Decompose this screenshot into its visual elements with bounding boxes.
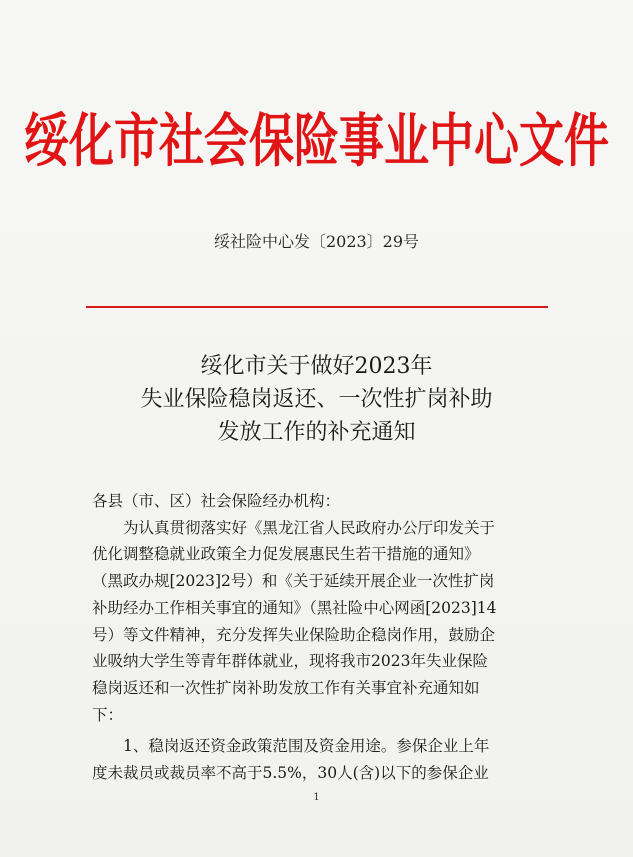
document-body [92, 488, 544, 787]
body-line: 1、稳岗返还资金政策范围及资金用途。参保企业上年 [92, 737, 490, 756]
notice-title-line-2: 失业保险稳岗返还、一次性扩岗补助 [140, 387, 493, 412]
notice-title [0, 350, 633, 449]
page-number: 1 [313, 792, 320, 803]
body-line: 业吸纳大学生等青年群体就业，现将我市2023年失业保险 [92, 652, 488, 671]
body-line: 号）等文件精神，充分发挥失业保险助企稳岗作用，鼓励企 [92, 625, 496, 644]
document-number: 绥社险中心发〔2023〕29号 [213, 232, 420, 251]
document-header-title: 绥化市社会保险事业中心文件 [23, 106, 609, 175]
notice-title-line-1: 绥化市关于做好2023年 [200, 354, 433, 379]
body-line: 优化调整稳就业政策全力促发展惠民生若干措施的通知》 [92, 545, 480, 564]
body-line: 稳岗返还和一次性扩岗补助发放工作有关事宜补充通知如 [92, 678, 480, 697]
body-line: 为认真贯彻落实好《黑龙江省人民政府办公厅印发关于 [92, 518, 496, 537]
salutation: 各县（市、区）社会保险经办机构： [92, 492, 341, 510]
body-line: 度未裁员或裁员率不高于5.5%，30人(含)以下的参保企业 [92, 764, 489, 783]
body-line: 补助经办工作相关事宜的通知》（黑社险中心网函[2023]14 [92, 598, 497, 617]
body-line: 下： [92, 705, 124, 724]
body-line: （黑政办规[2023]2号）和《关于延续开展企业一次性扩岗 [92, 572, 495, 591]
notice-title-line-3: 发放工作的补充通知 [217, 420, 416, 445]
red-divider-line [86, 306, 548, 308]
